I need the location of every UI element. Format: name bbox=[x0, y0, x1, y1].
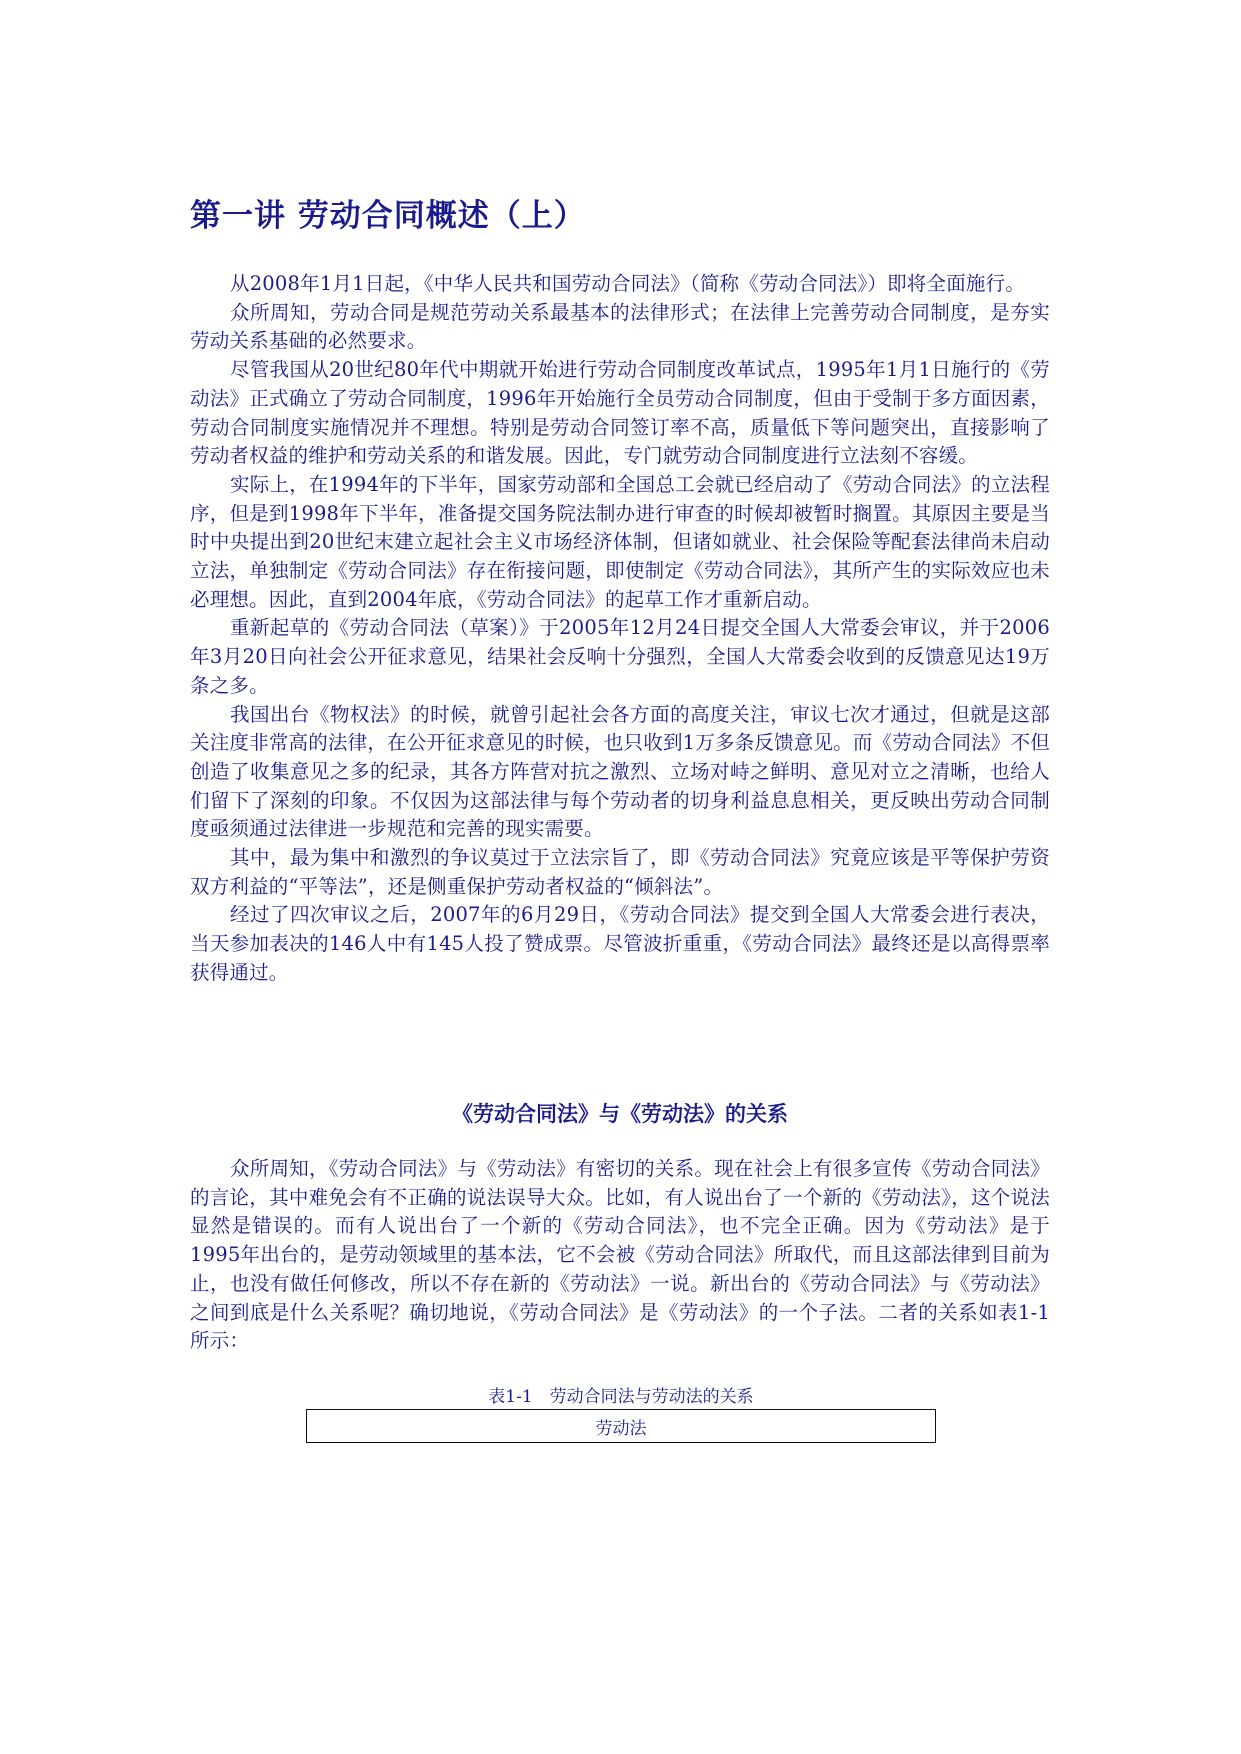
paragraph: 从2008年1月1日起，《中华人民共和国劳动合同法》（简称《劳动合同法》）即将全面施行。 bbox=[230, 272, 1025, 295]
page-title: 第一讲 劳动合同概述（上） bbox=[190, 198, 586, 234]
table-caption: 表1-1 劳动合同法与劳动法的关系 bbox=[488, 1387, 754, 1407]
paragraph: 重新起草的《劳动合同法（草案）》于2005年12月24日提交全国人大常委会审议，并于2006年3月20日向社会公开征求意见，结果社会反响十分强烈，全国人大常委会收到的反馈意见达19万条之多。 bbox=[190, 616, 1050, 697]
paragraph: 其中，最为集中和激烈的争议莫过于立法宗旨了，即《劳动合同法》究竟应该是平等保护劳资双方利益的“平等法”，还是侧重保护劳动者权益的“倾斜法”。 bbox=[190, 846, 1050, 898]
intro-section bbox=[190, 270, 1050, 988]
section-heading: 《劳动合同法》与《劳动法》的关系 bbox=[452, 1101, 788, 1126]
paragraph: 尽管我国从20世纪80年代中期就开始进行劳动合同制度改革试点，1995年1月1日施行的《劳动法》正式确立了劳动合同制度，1996年开始施行全员劳动合同制度，但由于受制于多方面因素，劳动合同制度实施情况并不理想。特别是劳动合同签订率不高，质量低下等问题突出，直接影响了劳动者权益的维护和劳动关系的和谐发展。因此，专门就劳动合同制度进行立法刻不容缓。 bbox=[190, 358, 1050, 468]
table-header-cell: 劳动法 bbox=[307, 1410, 936, 1443]
relation-table bbox=[306, 1409, 936, 1443]
paragraph: 经过了四次审议之后，2007年的6月29日，《劳动合同法》提交到全国人大常委会进行表决，当天参加表决的146人中有145人投了赞成票。尽管波折重重，《劳动合同法》最终还是以高得票率获得通过。 bbox=[190, 903, 1050, 984]
table-row bbox=[307, 1410, 936, 1443]
paragraph: 众所周知，劳动合同是规范劳动关系最基本的法律形式；在法律上完善劳动合同制度，是夯实劳动关系基础的必然要求。 bbox=[190, 300, 1050, 353]
relation-section bbox=[190, 1155, 1050, 1356]
paragraph: 我国出台《物权法》的时候，就曾引起社会各方面的高度关注，审议七次才通过，但就是这部关注度非常高的法律，在公开征求意见的时候，也只收到1万多条反馈意见。而《劳动合同法》不但创造了收集意见之多的纪录，其各方阵营对抗之激烈、立场对峙之鲜明、意见对立之清晰，也给人们留下了深刻的印象。不仅因为这部法律与每个劳动者的切身利益息息相关，更反映出劳动合同制度亟须通过法律进一步规范和完善的现实需要。 bbox=[190, 702, 1050, 841]
paragraph: 实际上，在1994年的下半年，国家劳动部和全国总工会就已经启动了《劳动合同法》的立法程序，但是到1998年下半年，准备提交国务院法制办进行审查的时候却被暂时搁置。其原因主要是当时中央提出到20世纪末建立起社会主义市场经济体制，但诸如就业、社会保险等配套法律尚未启动立法，单独制定《劳动合同法》存在衔接问题，即使制定《劳动合同法》，其所产生的实际效应也未必理想。因此，直到2004年底，《劳动合同法》的起草工作才重新启动。 bbox=[190, 472, 1050, 611]
paragraph: 众所周知，《劳动合同法》与《劳动法》有密切的关系。现在社会上有很多宣传《劳动合同法》的言论，其中难免会有不正确的说法误导大众。比如，有人说出台了一个新的《劳动法》，这个说法显然是错误的。而有人说出台了一个新的《劳动合同法》，也不完全正确。因为《劳动法》是于1995年出台的，是劳动领域里的基本法，它不会被《劳动合同法》所取代，而且这部法律到目前为止，也没有做任何修改，所以不存在新的《劳动法》一说。新出台的《劳动合同法》与《劳动法》之间到底是什么关系呢？确切地说，《劳动合同法》是《劳动法》的一个子法。二者的关系如表1-1所示： bbox=[190, 1157, 1050, 1353]
